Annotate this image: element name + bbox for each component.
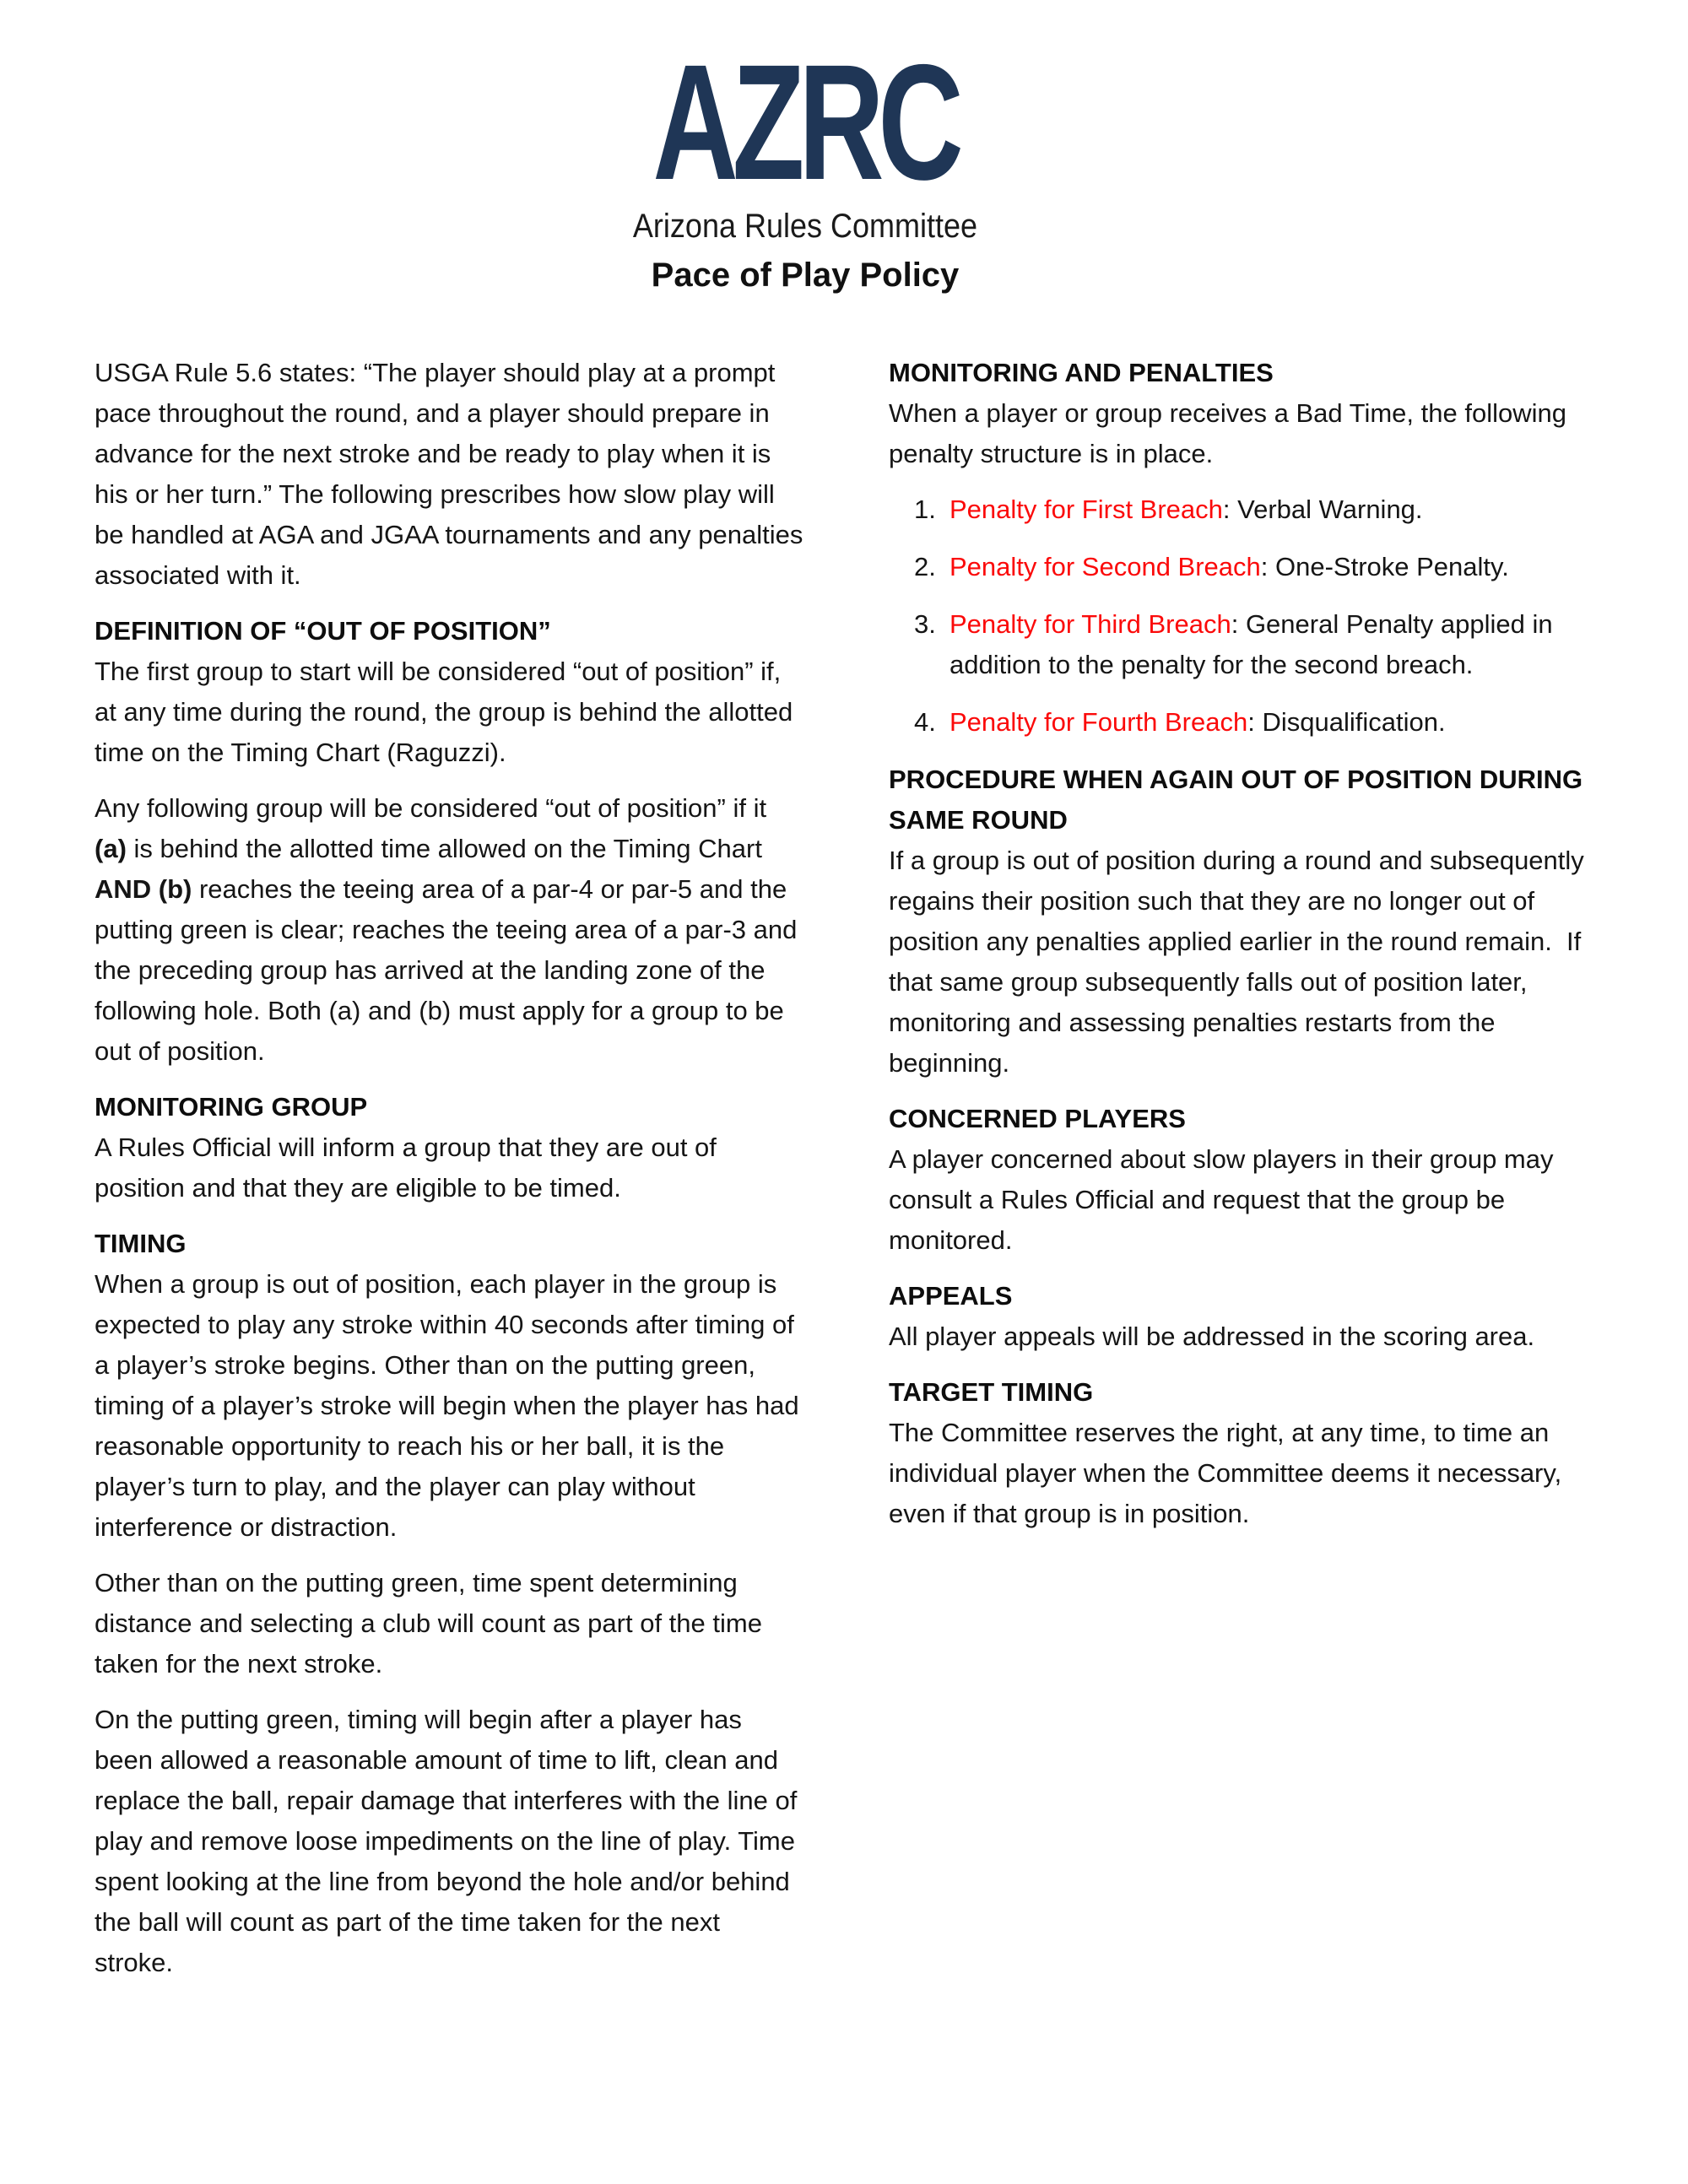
list-number: 3. <box>914 609 936 639</box>
list-content <box>950 547 1599 587</box>
text-run: The Committee reserves the right, at any time, to time an individual player when the Committee deems it necessary, even if that group is in position. <box>889 1418 1562 1528</box>
logo-subtitle: Arizona Rules Committee <box>632 208 978 245</box>
list-content <box>950 702 1599 743</box>
section-heading <box>889 353 1599 393</box>
column-left <box>95 353 803 1998</box>
text-run: AND (b) <box>95 874 192 904</box>
text-run: DEFINITION OF “OUT OF POSITION” <box>95 616 551 646</box>
paragraph <box>95 651 803 773</box>
text-run: A player concerned about slow players in their group may consult a Rules Official and request that the group be monitored. <box>889 1144 1554 1255</box>
text-run: MONITORING GROUP <box>95 1092 368 1122</box>
text-run: When a group is out of position, each player in the group is expected to play any stroke within 40 seconds after timing of a player’s stroke begins. Other than on the putting green, timing of a player’s stroke will begin when the player has had reasonable opportunity to reach his or her ball, it is the player’s turn to play, and the player can play without interference or distraction. <box>95 1269 799 1542</box>
text-run: A Rules Official will inform a group that they are out of position and that they are eligible to be timed. <box>95 1133 717 1203</box>
text-run: APPEALS <box>889 1281 1013 1311</box>
text-run: Any following group will be considered “out of position” if it <box>95 793 767 823</box>
text-run: : Disqualification. <box>1247 707 1446 737</box>
section-heading <box>889 1372 1599 1413</box>
paragraph <box>95 1127 803 1208</box>
paragraph <box>95 788 803 1072</box>
text-run: MONITORING AND PENALTIES <box>889 358 1274 387</box>
azrc-logo: AZRC <box>652 30 958 214</box>
text-run: All player appeals will be addressed in the scoring area. <box>889 1322 1535 1351</box>
document-header <box>0 0 1649 296</box>
penalty-breach-label: Penalty for Fourth Breach <box>950 707 1248 737</box>
section-heading <box>889 1099 1599 1139</box>
text-run: TARGET TIMING <box>889 1377 1094 1407</box>
list-item <box>889 604 1599 685</box>
paragraph <box>95 1700 803 1983</box>
text-run: When a player or group receives a Bad Time, the following penalty structure is in place. <box>889 398 1566 468</box>
paragraph <box>95 1264 803 1548</box>
text-run: : One-Stroke Penalty. <box>1260 552 1509 581</box>
paragraph <box>889 1316 1599 1357</box>
section-heading <box>889 760 1599 841</box>
text-run: On the putting green, timing will begin after a player has been allowed a reasonable amount of time to lift, clean and replace the ball, repair damage that interferes with the line of play and remove loose impediments on the line of play. Time spent looking at the line from beyond the hole and/or behind the ball will count as part of the time taken for the next stroke. <box>95 1705 798 1977</box>
list-item <box>889 547 1599 587</box>
list-number: 4. <box>914 707 936 737</box>
text-run: is behind the allotted time allowed on the Timing Chart <box>126 834 762 863</box>
text-run: The first group to start will be considered “out of position” if, at any time during the round, the group is behind the allotted time on the Timing Chart (Raguzzi). <box>95 657 793 767</box>
text-run: : General Penalty applied in addition to the penalty for the second breach. <box>950 609 1553 679</box>
penalty-list <box>889 489 1599 743</box>
text-run: CONCERNED PLAYERS <box>889 1104 1186 1133</box>
page-title: Pace of Play Policy <box>651 257 960 294</box>
section-heading <box>95 1224 803 1264</box>
paragraph <box>889 393 1599 474</box>
column-right <box>889 353 1599 1549</box>
paragraph <box>95 1563 803 1684</box>
paragraph <box>95 353 803 596</box>
list-item <box>889 489 1599 530</box>
paragraph <box>889 1413 1599 1534</box>
text-run: (a) <box>95 834 127 863</box>
text-run: USGA Rule 5.6 states: “The player should play at a prompt pace throughout the round, and a player should prepare in advance for the next stroke and be ready to play when it is his or her turn.” The following prescribes how slow play will be handled at AGA and JGAA tournaments and any penalties associated with it. <box>95 358 803 590</box>
text-run: reaches the teeing area of a par-4 or par-5 and the putting green is clear; reaches the teeing area of a par-3 and the preceding group has arrived at the landing zone of the following hole. Both (a) and (b) must apply for a group to be out of position. <box>95 874 798 1066</box>
penalty-breach-label: Penalty for First Breach <box>950 495 1223 524</box>
penalty-breach-label: Penalty for Second Breach <box>950 552 1261 581</box>
list-item <box>889 702 1599 743</box>
list-number: 1. <box>914 495 936 524</box>
paragraph <box>889 1139 1599 1261</box>
list-content <box>950 604 1599 685</box>
section-heading <box>95 611 803 651</box>
text-run: PROCEDURE WHEN AGAIN OUT OF POSITION DURING SAME ROUND <box>889 765 1583 835</box>
text-run: : Verbal Warning. <box>1222 495 1423 524</box>
list-number: 2. <box>914 552 936 581</box>
paragraph <box>889 841 1599 1084</box>
section-heading <box>95 1087 803 1127</box>
text-run: If a group is out of position during a round and subsequently regains their position such that they are no longer out of position any penalties applied earlier in the round remain. If that same group subsequently falls out of position later, monitoring and assessing penalties restarts from the beginning. <box>889 846 1584 1078</box>
section-heading <box>889 1276 1599 1316</box>
list-content <box>950 489 1599 530</box>
penalty-breach-label: Penalty for Third Breach <box>950 609 1231 639</box>
text-run: Other than on the putting green, time spent determining distance and selecting a club will count as part of the time taken for the next stroke. <box>95 1568 762 1679</box>
text-run: TIMING <box>95 1229 187 1258</box>
